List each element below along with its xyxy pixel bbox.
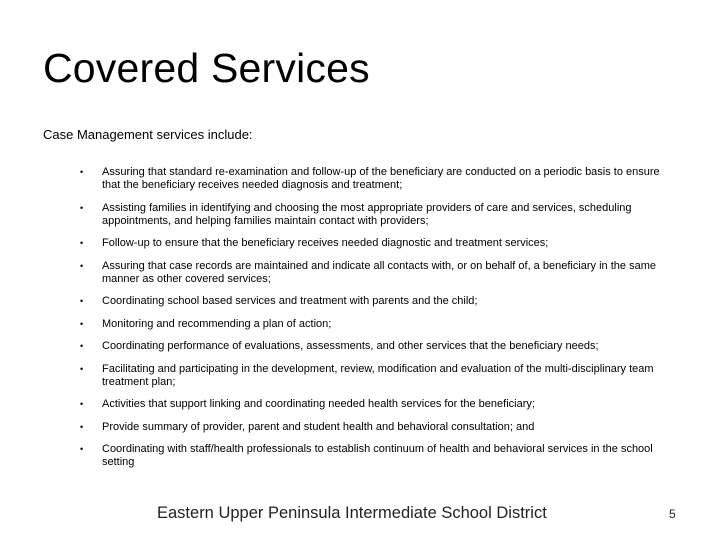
list-item <box>80 363 680 389</box>
bullet-icon: • <box>80 167 84 177</box>
list-item-text: Monitoring and recommending a plan of action; <box>102 317 332 330</box>
slide-title: Covered Services <box>43 45 370 91</box>
page-number: 5 <box>669 507 676 521</box>
bullet-icon: • <box>80 296 84 306</box>
bullet-icon: • <box>80 238 84 248</box>
intro-text: Case Management services include: <box>43 127 253 142</box>
bullet-icon: • <box>80 421 84 432</box>
list-item-text: Assisting families in identifying and choosing the most appropriate providers of care and services, scheduling appointments, and helping families maintain contact with providers; <box>102 201 632 227</box>
bullet-icon: • <box>80 399 84 409</box>
list-item-text: Coordinating with staff/health professionals to establish continuum of health and behavioral services in the school setting <box>102 443 653 468</box>
list-item <box>80 421 680 434</box>
footer-text: Eastern Upper Peninsula Intermediate School District <box>157 504 547 522</box>
bullet-icon: • <box>80 341 84 351</box>
list-item-text: Facilitating and participating in the development, review, modification and evaluation of the multi-disciplinary team treatment plan; <box>102 362 654 388</box>
services-list <box>80 166 680 479</box>
list-item-text: Follow-up to ensure that the beneficiary receives needed diagnostic and treatment services; <box>102 237 549 249</box>
list-item-text: Assuring that case records are maintained and indicate all contacts with, or on behalf of, a beneficiary in the same manner as other covered services; <box>102 259 656 285</box>
list-item <box>80 166 680 192</box>
list-item <box>80 318 680 331</box>
bullet-icon: • <box>80 363 84 374</box>
list-item <box>80 443 680 469</box>
bullet-icon: • <box>80 318 84 329</box>
bullet-icon: • <box>80 444 84 454</box>
list-item-text: Coordinating school based services and treatment with parents and the child; <box>102 295 478 307</box>
list-item-text: Provide summary of provider, parent and student health and behavioral consultation; and <box>102 420 535 433</box>
list-item-text: Assuring that standard re-examination and follow-up of the beneficiary are conducted on a periodic basis to ensure that the beneficiary receives needed diagnosis and treatment; <box>102 166 660 191</box>
list-item <box>80 340 680 353</box>
list-item-text: Activities that support linking and coordinating needed health services for the beneficiary; <box>102 398 535 410</box>
list-item <box>80 202 680 228</box>
list-item <box>80 237 680 250</box>
list-item <box>80 398 680 411</box>
list-item <box>80 260 680 286</box>
bullet-icon: • <box>80 202 84 213</box>
bullet-icon: • <box>80 260 84 271</box>
list-item <box>80 295 680 308</box>
list-item-text: Coordinating performance of evaluations, assessments, and other services that the beneficiary needs; <box>102 340 599 352</box>
